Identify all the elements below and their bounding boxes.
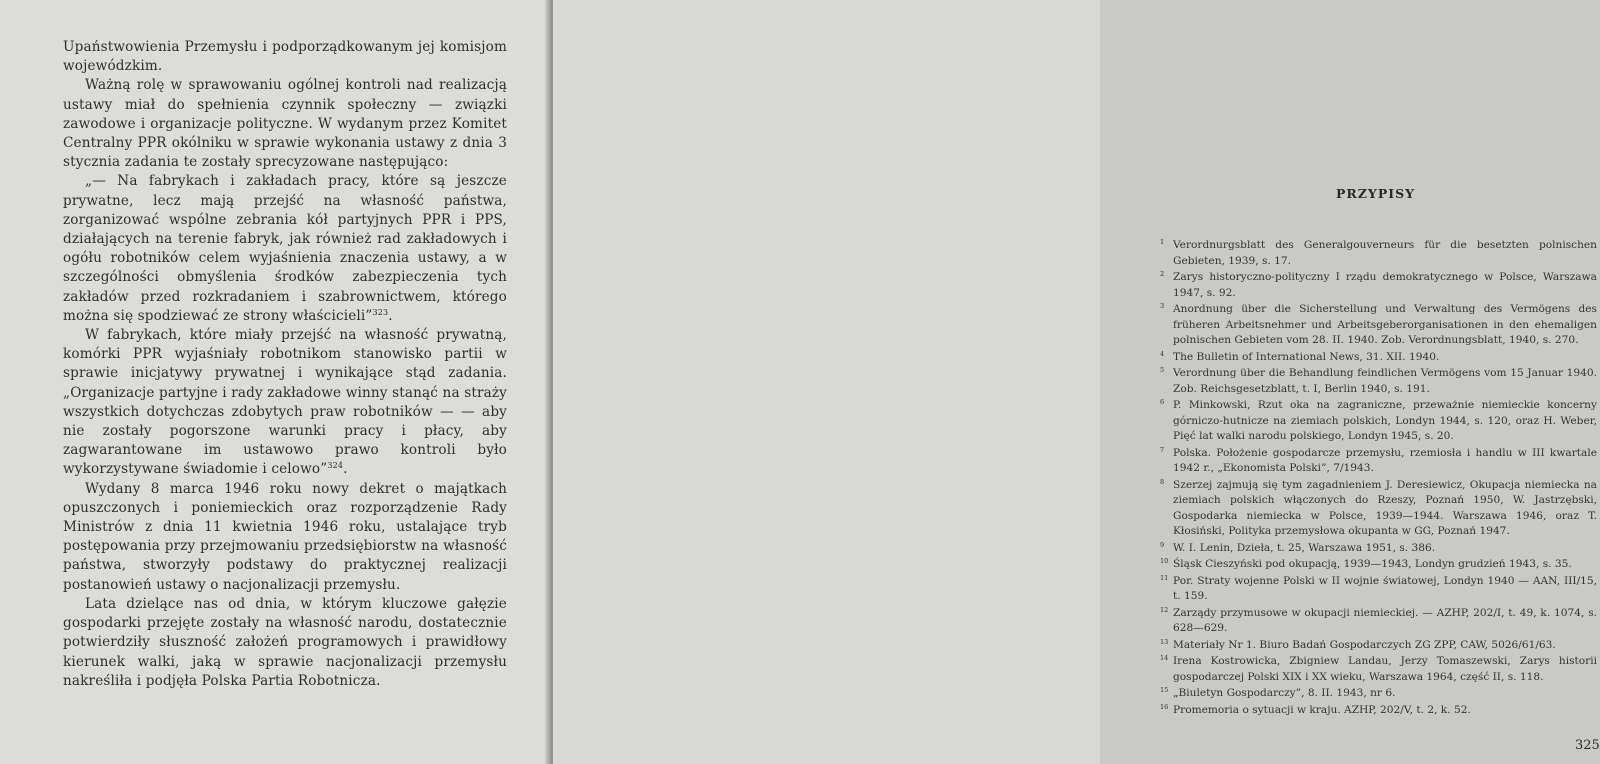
footnote-item (1157, 270, 1597, 301)
paragraph: Lata dzielące nas od dnia, w którym kluczowe gałęzie gospodarki przejęte zostały na własność narodu, dostatecznie potwierdziły słuszność założeń programowych i prawidłowy kierunek walki, jaką w sprawie nacjonalizacji przemysłu nakreśliła i podjęła Polska Partia Robotnicza. (63, 595, 507, 689)
footnote-item (1157, 654, 1597, 685)
footnote-text: Verordnung über die Behandlung feindlichen Vermögens vom 15 Januar 1940. Zob. Reichsgesetzblatt, t. I, Berlin 1940, s. 191. (1173, 367, 1597, 395)
footnote-text: Polska. Położenie gospodarcze przemysłu, rzemiosła i handlu w III kwartale 1942 r., „Ekonomista Polski”, 7/1943. (1173, 446, 1597, 474)
footnote-item (1157, 574, 1597, 605)
footnote-text: Szerzej zajmują się tym zagadnieniem J. Deresiewicz, Okupacja niemiecka na ziemiach polskich włączonych do Rzeszy, Poznań 1950, W. Jastrzębski, Gospodarka niemiecka w Polsce, 1939—1944. Warszawa 1946, oraz T. Kłosiński, Polityka przemysłowa okupanta w GG, Poznań 1947. (1173, 478, 1597, 537)
left-page (0, 0, 549, 764)
footnote-number: 15 (1160, 686, 1169, 694)
footnote-number: 12 (1160, 605, 1169, 614)
footnote-item (1157, 302, 1597, 349)
footnote-text: Materiały Nr 1. Biuro Badań Gospodarczych ZG ZPP, CAW, 5026/61/63. (1173, 638, 1556, 651)
footnote-item (1157, 606, 1597, 637)
footnote-text: Śląsk Cieszyński pod okupacją, 1939—1943, Londyn grudzień 1943, s. 35. (1173, 558, 1572, 570)
footnote-text: Zarządy przymusowe w okupacji niemieckiej. — AZHP, 202/I, t. 49, k. 1074, s. 628—629. (1173, 606, 1597, 634)
footnote-number: 9 (1160, 540, 1165, 549)
left-page-body (63, 38, 507, 691)
right-page (553, 0, 1600, 764)
footnote-item (1157, 350, 1597, 366)
footnote-text: The Bulletin of International News, 31. XII. 1940. (1173, 350, 1440, 363)
footnotes-list (1157, 238, 1597, 719)
footnote-text: „Biuletyn Gospodarczy”, 8. II. 1943, nr 6. (1173, 687, 1396, 699)
footnote-number: 14 (1160, 654, 1169, 662)
footnote-item (1157, 446, 1597, 477)
footnote-item (1157, 478, 1597, 540)
footnote-text: Por. Straty wojenne Polski w II wojnie światowej, Londyn 1940 — AAN, III/15, t. 159. (1173, 574, 1597, 602)
page-number: 325 (1575, 738, 1600, 753)
footnote-number: 3 (1160, 302, 1165, 310)
quotation-paragraph: „— Na fabrykach i zakładach pracy, które są jeszcze prywatne, lecz mają przejść na własność państwa, zorganizować wspólne zebrania kół partyjnych PPR i PPS, działających na terenie fabryk, jak również rad zakładowych i ogółu robotników celem wyjaśnienia znaczenia ustawy, a w szczególności obmyślenia środków zabezpieczenia tych zakładów przed rozkradaniem i szabrownictwem, którego można się spodziewać ze strony właścicieli”$^{323}$. (63, 173, 507, 324)
paragraph: W fabrykach, które miały przejść na własność prywatną, komórki PPR wyjaśniały robotnikom stanowisko partii w sprawie inicjatywy prywatnej i wynikające stąd zadania. „Organizacje partyjne i rady zakładowe winny stanąć na straży wszystkich dotychczas zdobytych praw robotników — — aby nie zostały pogorszone warunki pracy i płacy, aby zagwarantowane im ustawowo prawo kontroli było wykorzystywane świadomie i celowo”$^{324}$. (63, 327, 507, 478)
paragraph: Ważną rolę w sprawowaniu ogólnej kontroli nad realizacją ustawy miał do spełnienia czynnik społeczny — związki zawodowe i organizacje polityczne. W wydanym przez Komitet Centralny PPR okólniku w sprawie wykonania ustawy z dnia 3 stycznia zadania te zostały sprecyzowane następująco: (63, 77, 507, 171)
footnote-number: 10 (1160, 557, 1169, 565)
footnote-text: Irena Kostrowicka, Zbigniew Landau, Jerzy Tomaszewski, Zarys historii gospodarczej Polski XIX i XX wieku, Warszawa 1964, część II, s. 118. (1173, 655, 1597, 683)
footnote-text: Verordnurgsblatt des Generalgouverneurs für die besetzten polnischen Gebieten, 1939, s. 17. (1173, 239, 1597, 267)
footnotes-title: PRZYPISY (1336, 186, 1416, 201)
footnote-item (1157, 703, 1597, 719)
footnote-item (1157, 638, 1597, 654)
paragraph: Wydany 8 marca 1946 roku nowy dekret o majątkach opuszczonych i poniemieckich oraz rozporządzenie Rady Ministrów z dnia 11 kwietnia 1946 roku, ustalające tryb postępowania przy przejmowaniu przedsiębiorstw na własność państwa, stworzyły podstawy do praktycznej realizacji postanowień ustawy o nacjonalizacji przemysłu. (63, 480, 507, 593)
footnote-text: Anordnung über die Sicherstellung und Verwaltung des Vermögens des früheren Arbeitsnehmer und Arbeitsgeberorganisationen in den ehemaligen polnischen Gebieten vom 28. II. 1940. Zob. Verordnungsblatt, 1940, s. 270. (1173, 303, 1597, 346)
footnote-number: 13 (1160, 637, 1169, 646)
footnote-number: 7 (1160, 445, 1165, 454)
footnote-text: Promemoria o sytuacji w kraju. AZHP, 202/V, t. 2, k. 52. (1173, 703, 1471, 716)
footnote-item (1157, 686, 1597, 702)
footnote-text: P. Minkowski, Rzut oka na zagraniczne, przeważnie niemieckie koncerny górniczo-hutnicze na ziemiach polskich, Londyn 1944, s. 120, oraz H. Weber, Pięć lat walki narodu polskiego, Londyn 1945, s. 20. (1173, 399, 1597, 442)
footnote-number: 5 (1160, 366, 1165, 374)
footnote-number: 2 (1160, 270, 1165, 278)
footnote-ref: 324 (327, 461, 344, 471)
footnote-ref: 323 (372, 307, 389, 317)
footnote-item (1157, 557, 1597, 573)
footnote-text: W. I. Lenin, Dzieła, t. 25, Warszawa 1951, s. 386. (1173, 541, 1436, 554)
footnote-item (1157, 541, 1597, 557)
footnote-text: Zarys historyczno-polityczny I rządu demokratycznego w Polsce, Warszawa 1947, s. 92. (1173, 271, 1597, 299)
footnote-item (1157, 238, 1597, 269)
footnote-number: 16 (1160, 702, 1169, 711)
footnote-item (1157, 366, 1597, 397)
footnote-number: 4 (1160, 349, 1165, 358)
footnote-number: 6 (1160, 398, 1165, 406)
footnote-number: 1 (1160, 238, 1165, 246)
footnote-number: 8 (1160, 477, 1165, 486)
paragraph: Upaństwowienia Przemysłu i podporządkowanym jej komisjom wojewódzkim. (63, 39, 507, 75)
footnote-number: 11 (1160, 573, 1169, 582)
footnote-item (1157, 398, 1597, 445)
